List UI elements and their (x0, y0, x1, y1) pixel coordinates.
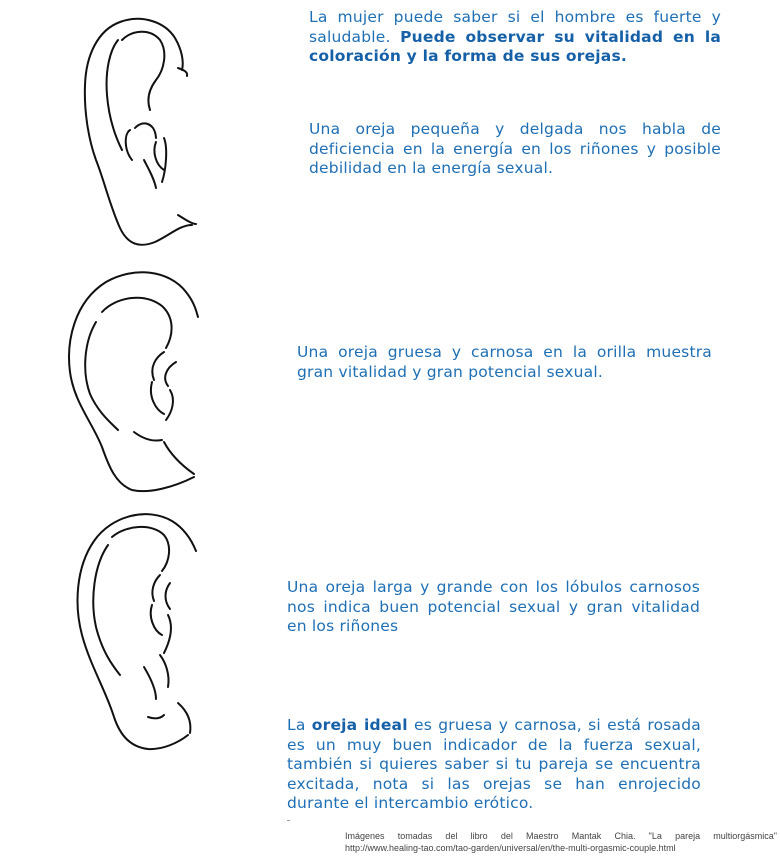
large-ear-drawing-icon (60, 505, 210, 760)
ideal-text-after: es gruesa y carnosa, si está rosada es un muy buen indicador de la fuerza sexual, también si quieres saber si tu pareja se encuentra excitada, nota si las orejas se han enrojecido durante el intercambio erótico. (287, 716, 701, 812)
ideal-text-before: La (287, 716, 312, 734)
thick-ear-drawing-icon (44, 262, 214, 502)
caption-url[interactable]: http://www.healing-tao.com/tao-garden/universal/en/the-multi-orgasmic-couple.html (345, 843, 676, 853)
image-caption (345, 830, 777, 854)
caption-source: Imágenes tomadas del libro del Maestro Mantak Chia. "La pareja multiorgásmica" (345, 831, 777, 841)
intro-paragraph (309, 8, 721, 67)
large-ear-paragraph: Una oreja larga y grande con los lóbulos carnosos nos indica buen potencial sexual y gran vitalidad en los riñones (287, 578, 700, 635)
thick-ear-paragraph: Una oreja gruesa y carnosa en la orilla muestra gran vitalidad y gran potencial sexual. (297, 343, 712, 381)
divider-mark (287, 820, 290, 821)
ideal-ear-highlight: oreja ideal (311, 716, 408, 734)
intro-text: La mujer puede saber si el hombre es fuerte y saludable. (309, 8, 721, 46)
small-ear-drawing-icon (60, 10, 210, 260)
small-ear-paragraph: Una oreja pequeña y delgada nos habla de deficiencia en la energía en los riñones y posible debilidad en la energía sexual. (309, 120, 721, 177)
intro-bold-text: Puede observar su vitalidad en la coloración y la forma de sus orejas. (309, 27, 722, 65)
ideal-ear-paragraph (287, 716, 701, 814)
